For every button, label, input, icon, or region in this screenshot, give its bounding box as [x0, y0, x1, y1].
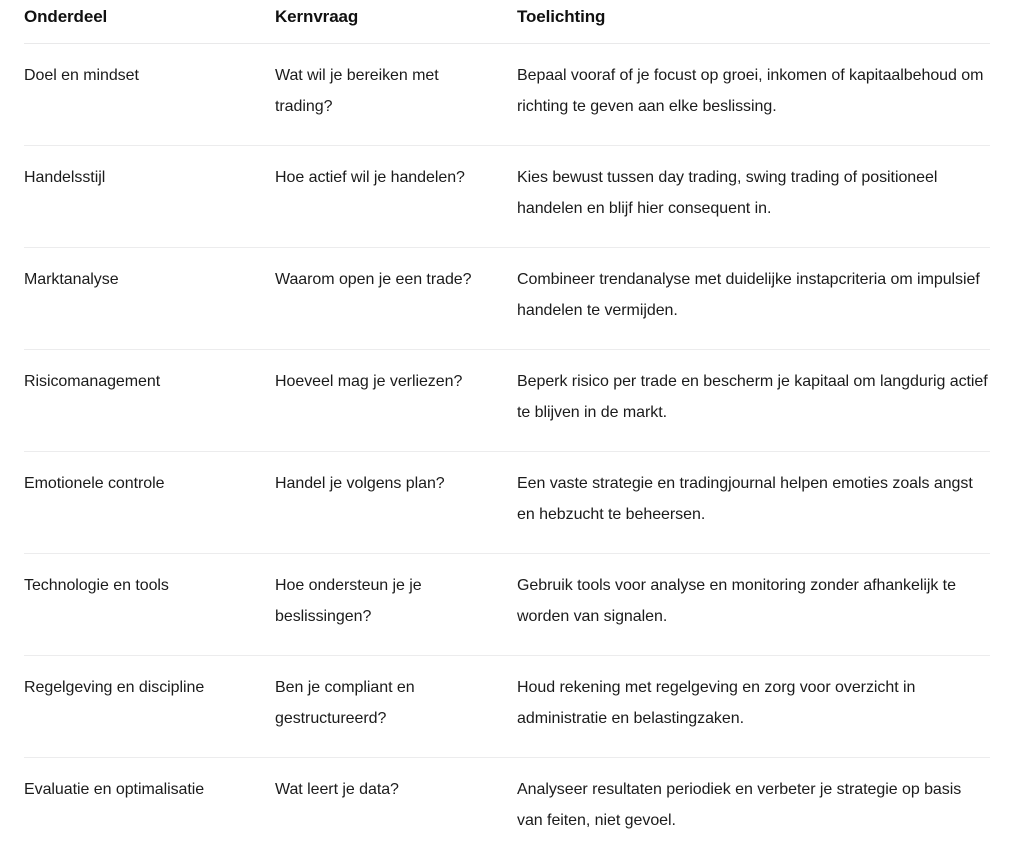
- cell-kernvraag: Hoe actief wil je handelen?: [275, 146, 517, 248]
- table-row: [24, 248, 990, 350]
- cell-onderdeel: Emotionele controle: [24, 452, 275, 554]
- table-header: [24, 0, 990, 44]
- cell-toelichting: Een vaste strategie en tradingjournal helpen emoties zoals angst en hebzucht te beheersen.: [517, 452, 990, 554]
- cell-kernvraag: Waarom open je een trade?: [275, 248, 517, 350]
- cell-kernvraag: Handel je volgens plan?: [275, 452, 517, 554]
- cell-kernvraag: Hoeveel mag je verliezen?: [275, 350, 517, 452]
- cell-toelichting: Houd rekening met regelgeving en zorg voor overzicht in administratie en belastingzaken.: [517, 656, 990, 758]
- column-header-kernvraag: Kernvraag: [275, 0, 517, 44]
- table-row: [24, 44, 990, 146]
- table-body: [24, 44, 990, 859]
- column-header-onderdeel: Onderdeel: [24, 0, 275, 44]
- trading-plan-table: [24, 0, 990, 859]
- cell-kernvraag: Hoe ondersteun je je beslissingen?: [275, 554, 517, 656]
- cell-onderdeel: Doel en mindset: [24, 44, 275, 146]
- table-row: [24, 452, 990, 554]
- cell-onderdeel: Risicomanagement: [24, 350, 275, 452]
- table-row: [24, 656, 990, 758]
- column-header-toelichting: Toelichting: [517, 0, 990, 44]
- cell-onderdeel: Handelsstijl: [24, 146, 275, 248]
- table-row: [24, 554, 990, 656]
- cell-onderdeel: Marktanalyse: [24, 248, 275, 350]
- cell-onderdeel: Regelgeving en discipline: [24, 656, 275, 758]
- table-row: [24, 350, 990, 452]
- cell-onderdeel: Technologie en tools: [24, 554, 275, 656]
- cell-toelichting: Analyseer resultaten periodiek en verbeter je strategie op basis van feiten, niet gevoel.: [517, 758, 990, 859]
- table-row: [24, 146, 990, 248]
- cell-toelichting: Kies bewust tussen day trading, swing trading of positioneel handelen en blijf hier consequent in.: [517, 146, 990, 248]
- cell-toelichting: Combineer trendanalyse met duidelijke instapcriteria om impulsief handelen te vermijden.: [517, 248, 990, 350]
- cell-toelichting: Gebruik tools voor analyse en monitoring zonder afhankelijk te worden van signalen.: [517, 554, 990, 656]
- cell-onderdeel: Evaluatie en optimalisatie: [24, 758, 275, 859]
- cell-toelichting: Bepaal vooraf of je focust op groei, inkomen of kapitaalbehoud om richting te geven aan elke beslissing.: [517, 44, 990, 146]
- cell-toelichting: Beperk risico per trade en bescherm je kapitaal om langdurig actief te blijven in de markt.: [517, 350, 990, 452]
- table-header-row: [24, 0, 990, 44]
- cell-kernvraag: Ben je compliant en gestructureerd?: [275, 656, 517, 758]
- cell-kernvraag: Wat leert je data?: [275, 758, 517, 859]
- cell-kernvraag: Wat wil je bereiken met trading?: [275, 44, 517, 146]
- table-row: [24, 758, 990, 859]
